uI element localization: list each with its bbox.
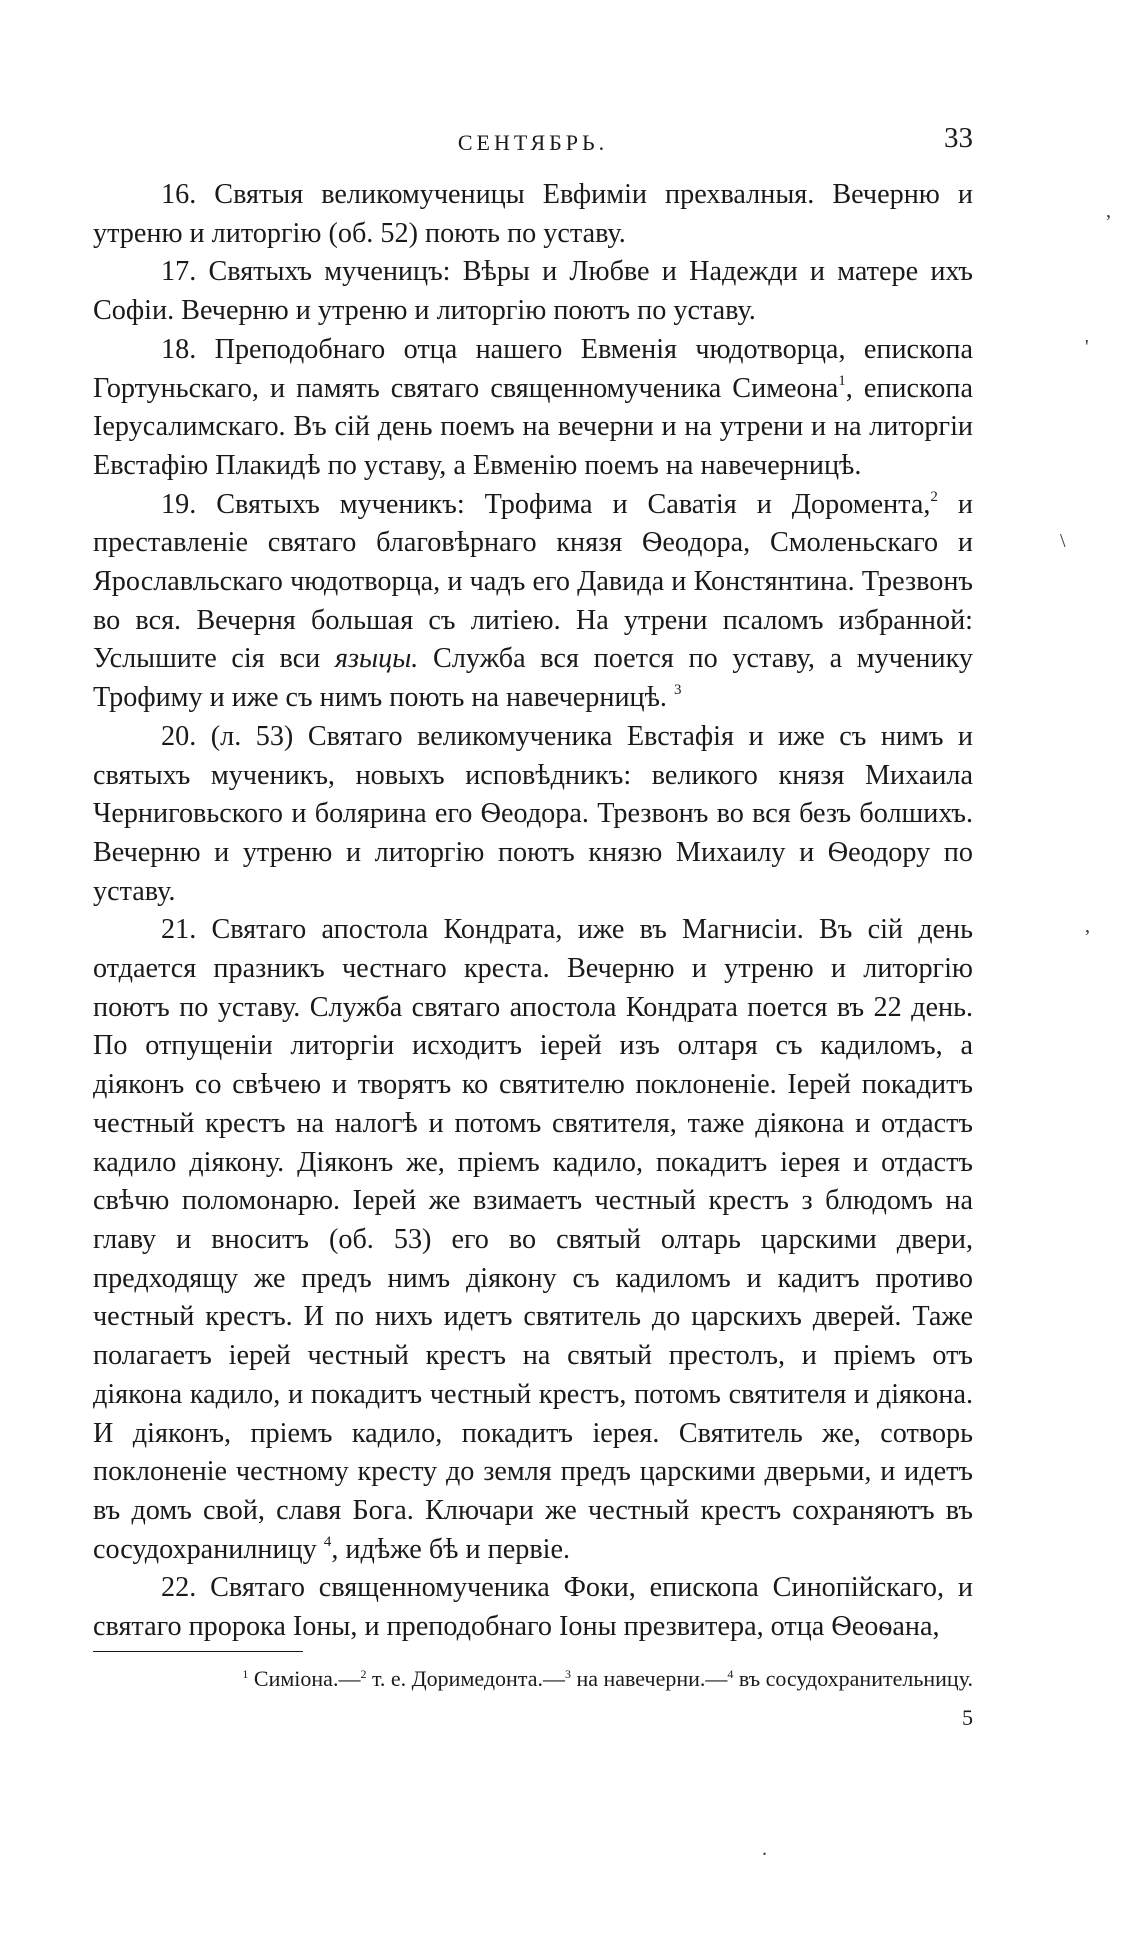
- footnote-ref-4: 4: [323, 1533, 332, 1550]
- footnote-3: на навечерни.—: [570, 1666, 728, 1691]
- footnote-4: въ сосудохранительницу.: [733, 1666, 973, 1691]
- paragraph-19-part-b: и преставленіе святаго благовѣрнаго князя Ѳеодора, Смоленьскаго и Ярославльскаго чюдотворца, и чадъ его Давида и Констянтина. Трезвонъ во вся. Вечерня большая съ литіею. На утрени псаломъ избранной: Услышите сія вси: [93, 488, 973, 675]
- paragraph-22: 22. Святаго священномученика Фоки, епископа Синопійскаго, и святаго пророка Іоны, и преподобнаго Іоны презвитера, отца Ѳеоѳана,: [93, 1572, 973, 1643]
- margin-speck: \: [1060, 530, 1066, 552]
- margin-speck: ': [1085, 336, 1089, 358]
- running-title: СЕНТЯБРЬ.: [457, 130, 609, 155]
- footnote-ref-1: 1: [838, 372, 846, 389]
- paragraph-18-part-b: , епископа Іерусалимскаго. Въ сій день поемъ на вечерни и на утрени и на литоргіи Евстафію Плакидѣ по уставу, а Евменію поемъ на навечерницѣ.: [93, 372, 973, 481]
- paragraph-19: [93, 486, 973, 718]
- footnote-num-1: 1: [242, 1667, 249, 1681]
- paragraph-19-part-a: 19. Святыхъ мученикъ: Трофима и Саватія и Доромента,: [161, 488, 931, 520]
- footnote-ref-3: 3: [674, 682, 682, 699]
- signature-mark: 5: [962, 1705, 973, 1730]
- paragraph-19-italic: языцы.: [334, 643, 419, 675]
- margin-speck: ,: [1106, 200, 1111, 222]
- paragraph-21-part-b: , идѣже бѣ и первіе.: [331, 1533, 571, 1565]
- footnote-divider: [93, 1651, 303, 1652]
- margin-speck: ,: [1085, 915, 1090, 937]
- footnote-1: Симіона.—: [248, 1666, 361, 1691]
- footnote-num-3: 3: [564, 1667, 571, 1681]
- paragraph-20: 20. (л. 53) Святаго великомученика Евстафія и иже съ нимъ и святыхъ мученикъ, новыхъ исповѣдникъ: великого князя Михаила Черниговьского и болярина его Ѳеодора. Трезвонъ во вся безъ болшихъ. Вечерню и утреню и литоргію поютъ князю Михаилу и Ѳеодору по уставу.: [93, 720, 973, 907]
- paragraph-21-part-a: 21. Святаго апостола Кондрата, иже въ Магнисіи. Въ сій день отдается празникъ честнаго креста. Вечерню и утреню и литоргію поютъ по уставу. Служба святаго апостола Кондрата поется въ 22 день. По отпущеніи литоргіи исходитъ іерей изъ олтаря съ кадиломъ, а діяконъ со свѣчею и творятъ ко святителю поклоненіе. Іерей покадитъ честный крестъ на налогѣ и потомъ святителя, таже діякона и отдастъ кадило діякону. Діяконъ же, пріемъ кадило, покадитъ іерея и отдастъ свѣчю поломонарю. Іерей же взимаетъ честный крестъ з блюдомъ на главу и вноситъ (об. 53) его во святый олтарь царскими двери, предходящу же предъ нимъ діякону съ кадиломъ и кадитъ противо честный крестъ. И по нихъ идетъ святитель до царскихъ дверей. Таже полагаетъ іерей честный крестъ на святый престолъ, и пріемъ отъ діякона кадило, и покадитъ честный крестъ, потомъ святителя и діякона. И діяконъ, пріемъ кадило, покадитъ іерея. Святитель же, сотворь поклоненіе честному кресту до земля предъ царскими дверьми, и идетъ въ домъ свой, славя Бога. Ключари же честный крестъ сохраняютъ въ сосудохранилницу: [93, 914, 973, 1565]
- footnote-num-4: 4: [727, 1667, 734, 1681]
- footnote-ref-2: 2: [930, 488, 938, 505]
- page-number: 33: [944, 122, 973, 154]
- paragraph-18-part-a: 18. Преподобнаго отца нашего Евменія чюдотворца, епископа Гортуньскаго, и память святаго священномученика Симеона: [93, 333, 973, 404]
- footnote-num-2: 2: [360, 1667, 367, 1681]
- paragraph-19-part-c: Служба вся поется по уставу, а мученику Трофиму и иже съ нимъ поють на навечерницѣ.: [93, 643, 973, 714]
- body-text: [93, 176, 973, 1647]
- footnotes: [93, 1664, 973, 1694]
- paragraph-21: [93, 911, 973, 1569]
- paragraph-18: [93, 331, 973, 486]
- margin-speck: .: [762, 1838, 767, 1860]
- paragraph-17: 17. Святыхъ мученицъ: Вѣры и Любве и Надежди и матере ихъ Софіи. Вечерню и утреню и литоргію поютъ по уставу.: [93, 256, 973, 327]
- page-header: [93, 122, 973, 162]
- paragraph-16: 16. Святыя великомученицы Евфиміи прехвалныя. Вечерню и утреню и литоргію (об. 52) поють по уставу.: [93, 179, 973, 249]
- footnote-2: т. е. Доримедонта.—: [366, 1666, 565, 1691]
